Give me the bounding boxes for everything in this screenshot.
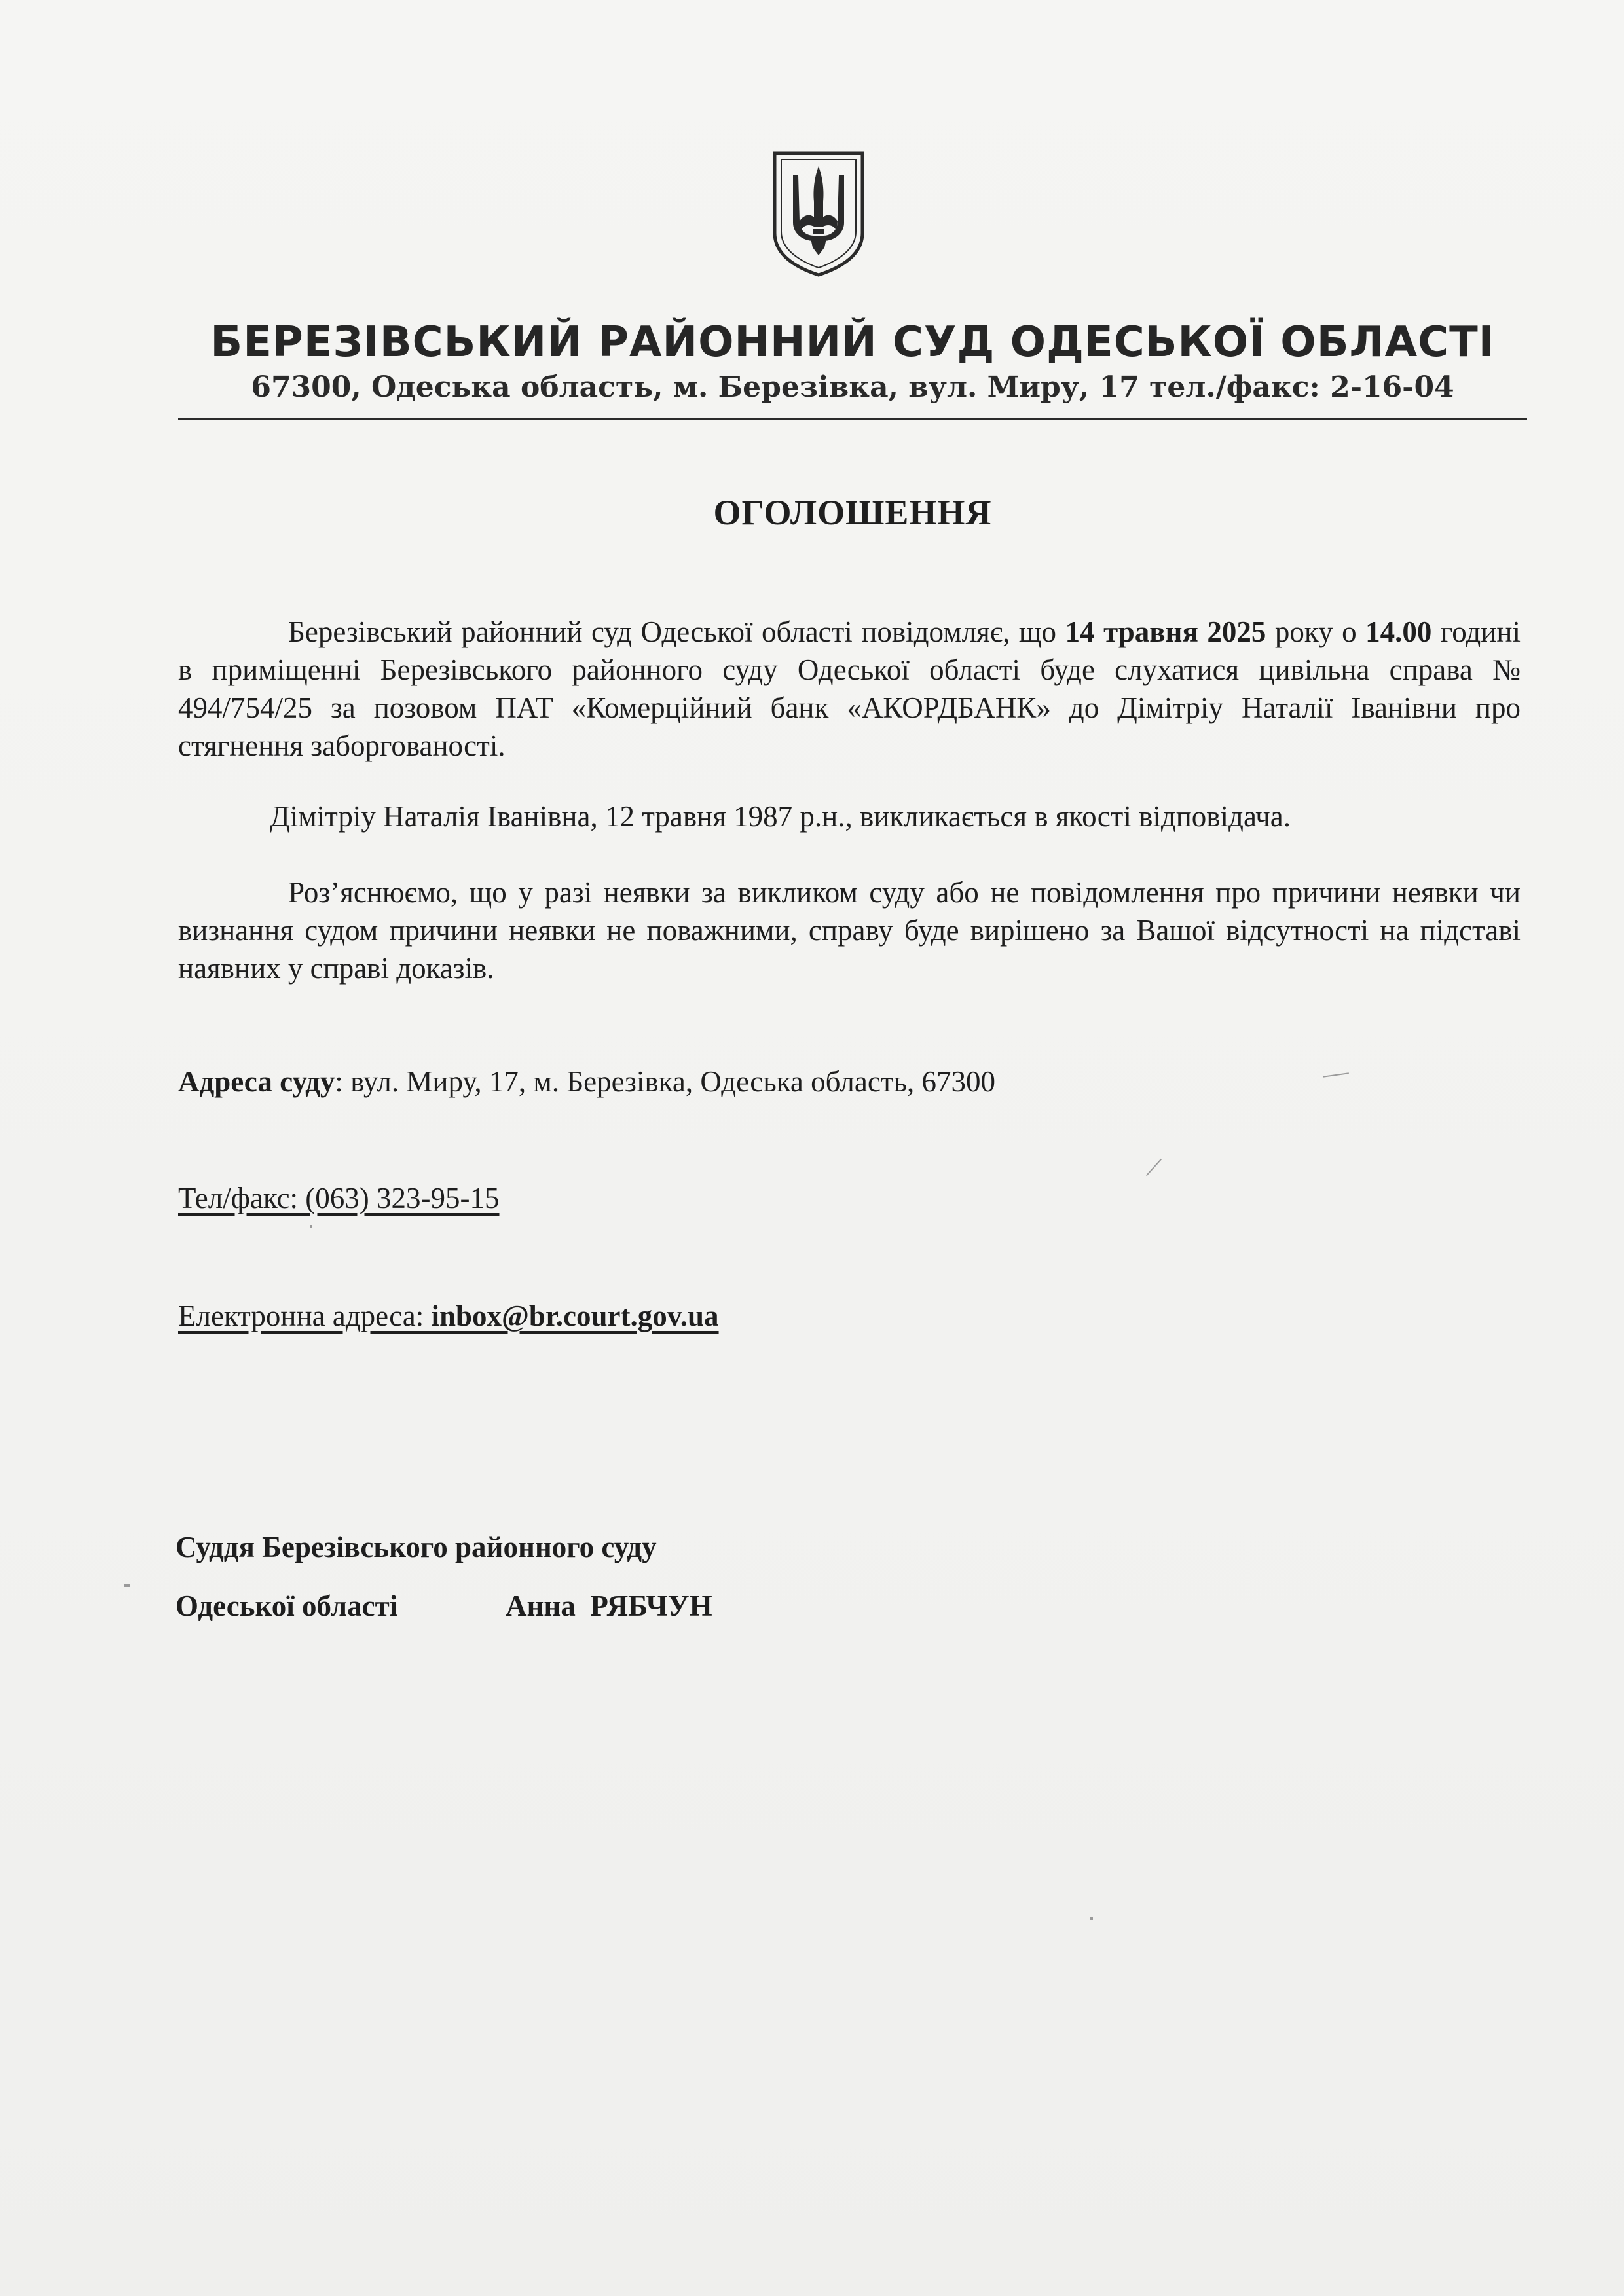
judge-name: Анна РЯБЧУН (506, 1590, 712, 1622)
clarification-paragraph: Роз’яснюємо, що у разі неявки за викликом суду або не повідомлення про причини неявки чи визнання судом причини неявки не поважними, справу буде вирішено за Вашої відсутності на підставі наявних у справі доказів. (178, 876, 1521, 985)
trident-coat-of-arms-icon (769, 149, 868, 278)
address-value: : вул. Миру, 17, м. Березівка, Одеська область, 67300 (335, 1065, 995, 1098)
phone-line: Тел/факс: (063) 323-95-15 (178, 1182, 500, 1214)
court-name-heading: БЕРЕЗІВСЬКИЙ РАЙОННИЙ СУД ОДЕСЬКОЇ ОБЛАСТІ (210, 318, 1495, 367)
scan-speck (1323, 1072, 1349, 1078)
signature-title-line1: Суддя Березівського районного суду (175, 1531, 657, 1563)
defendant-paragraph: Дімітріу Наталія Іванівна, 12 травня 1987 р.н., викликається в якості відповідача. (270, 800, 1291, 833)
hearing-date: 14 травня 2025 (1065, 615, 1266, 648)
email-link[interactable]: inbox@br.court.gov.ua (431, 1300, 719, 1332)
hearing-time: 14.00 (1365, 615, 1432, 648)
signature-title-line2: Одеської області (175, 1590, 398, 1622)
scan-speck (1090, 1917, 1093, 1920)
header-divider (178, 418, 1527, 420)
address-label: Адреса суду (178, 1065, 335, 1098)
email-line (178, 1299, 719, 1333)
announcement-paragraph (178, 613, 1521, 765)
paragraph-text: годині в приміщенні Березівського районного суду Одеської області буде слухатися цивільна справа № 494/754/25 за позовом ПАТ «Комерційний банк «АКОРДБАНК» до Дімітріу Наталії Іванівни про стягнення заборгованості. (178, 615, 1521, 762)
scan-speck (124, 1584, 130, 1587)
scan-speck (310, 1225, 312, 1228)
court-address (178, 1065, 995, 1099)
paragraph-text: Березівський районний суд Одеської області повідомляє, що (288, 615, 1065, 648)
email-label: Електронна адреса: (178, 1300, 432, 1332)
court-address-line: 67300, Одеська область, м. Березівка, вул. Миру, 17 тел./факс: 2-16-04 (251, 371, 1454, 404)
document-title: ОГОЛОШЕННЯ (713, 493, 992, 532)
scan-speck (1146, 1159, 1162, 1176)
paragraph-text: року о (1266, 615, 1366, 648)
